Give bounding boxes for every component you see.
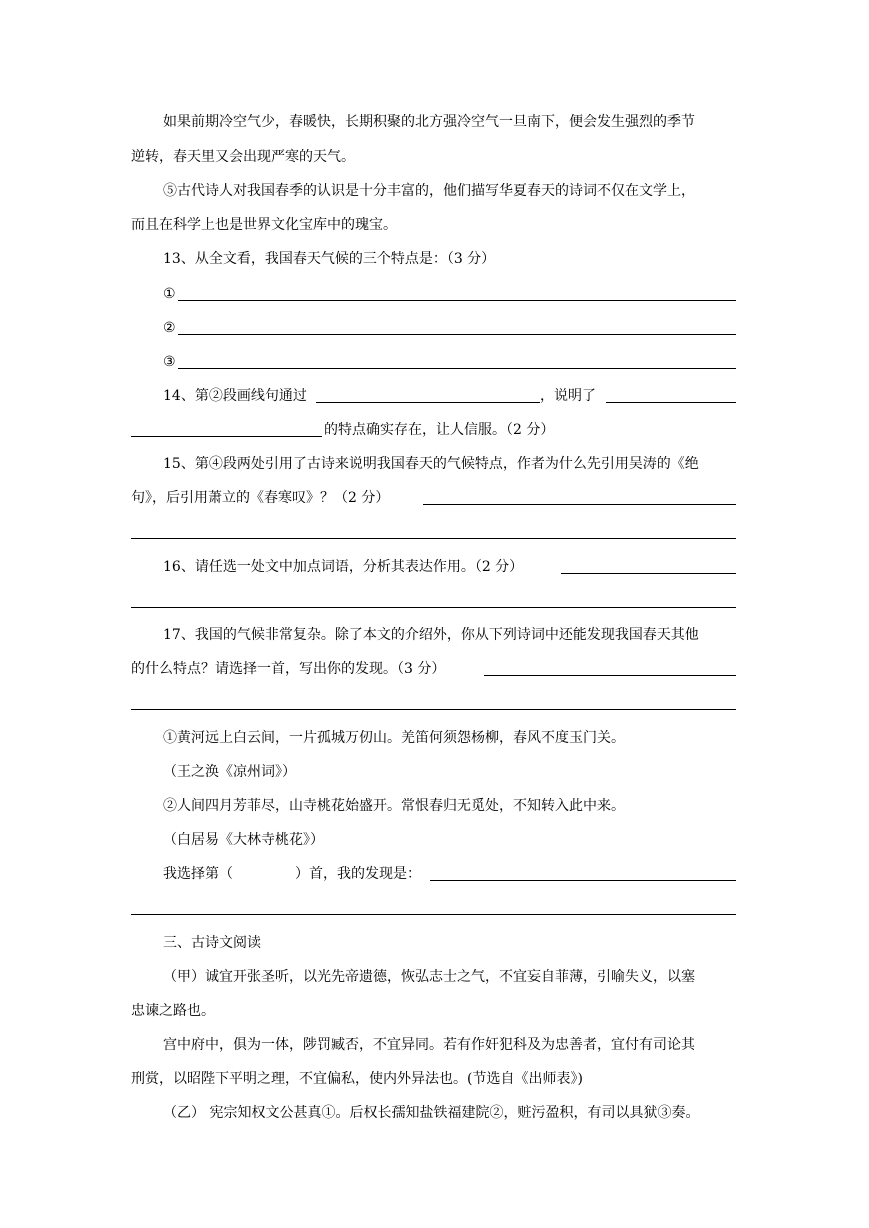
q13-answer-1[interactable] (178, 300, 736, 301)
q15-answer-2[interactable] (131, 538, 736, 539)
q17-line2: 的什么特点？请选择一首，写出你的发现。（3 分） (131, 661, 446, 677)
section3-yi-line1: （乙） 宪宗知权文公甚真①。后权长孺知盐铁福建院②，赃污盈积，有司以具狱③奏。 (163, 1105, 700, 1121)
q17-choice-label-a: 我选择第（ (163, 866, 233, 882)
q16-answer-1[interactable] (561, 573, 736, 574)
passage-p1-line1: 如果前期冷空气少，春暖快，长期积聚的北方强冷空气一旦南下，便会发生强烈的季节 (163, 114, 695, 130)
q14-answer-feature-a[interactable] (606, 402, 736, 403)
q17-answer-1[interactable] (484, 675, 736, 676)
section3-jia2-line1: 宫中府中，俱为一体，陟罚臧否，不宜异同。若有作奸犯科及为忠善者，宜付有司论其 (163, 1037, 695, 1053)
q17-poem1: ①黄河远上白云间，一片孤城万仞山。羌笛何须怨杨柳，春风不度玉门关。 (163, 730, 625, 746)
q13-mark-3: ③ (163, 354, 176, 370)
q13-mark-1: ① (163, 286, 176, 302)
q17-choice-label-b: ）首，我的发现是： (295, 866, 421, 882)
q14-answer-feature-b[interactable] (131, 436, 322, 437)
q17-poem2: ②人间四月芳菲尽，山寺桃花始盛开。常恨春归无觅处，不知转入此中来。 (163, 798, 625, 814)
q16-answer-2[interactable] (131, 607, 736, 608)
q17-poem2-source: （白居易《大林寺桃花》） (163, 832, 324, 848)
passage-p2-line1: ⑤古代诗人对我国春季的认识是十分丰富的，他们描写华夏春天的诗词不仅在文学上， (163, 183, 695, 199)
passage-p2-line2: 而且在科学上也是世界文化宝库中的瑰宝。 (131, 217, 397, 233)
q14-part3: 的特点确实存在，让人信服。（2 分） (324, 422, 555, 438)
q17-discovery-answer-2[interactable] (131, 914, 736, 915)
q13-mark-2: ② (163, 320, 176, 336)
q17-answer-2[interactable] (131, 709, 736, 710)
q13-stem: 13、从全文看，我国春天气候的三个特点是：（3 分） (163, 251, 496, 267)
q17-discovery-answer-1[interactable] (430, 880, 736, 881)
q14-part1: 14、第②段画线句通过 (163, 388, 307, 404)
q14-part2: ，说明了 (540, 388, 596, 404)
q16-stem: 16、请任选一处文中加点词语，分析其表达作用。（2 分） (163, 559, 524, 575)
q17-poem1-source: （王之涣《凉州词》） (163, 764, 296, 780)
section3-jia-line2: 忠谏之路也。 (131, 1003, 215, 1019)
q15-answer-1[interactable] (423, 504, 736, 505)
q15-line2: 句》，后引用萧立的《春寒叹》？（2 分） (131, 490, 390, 506)
q17-line1: 17、我国的气候非常复杂。除了本文的介绍外，你从下列诗词中还能发现我国春天其他 (163, 627, 699, 643)
q14-answer-method[interactable] (316, 402, 540, 403)
passage-p1-line2: 逆转，春天里又会出现严寒的天气。 (131, 149, 355, 165)
q13-answer-3[interactable] (178, 368, 736, 369)
section3-jia-line1: （甲）诚宜开张圣听，以光先帝遗德，恢弘志士之气，不宜妄自菲薄，引喻失义，以塞 (163, 969, 695, 985)
section3-jia2-line2: 刑赏，以昭陛下平明之理，不宜偏私，使内外异法也。(节选自《出师表》) (131, 1071, 583, 1087)
q15-line1: 15、第④段两处引用了古诗来说明我国春天的气候特点，作者为什么先引用吴涛的《绝 (163, 456, 699, 472)
q13-answer-2[interactable] (178, 334, 736, 335)
section3-title: 三、古诗文阅读 (163, 935, 261, 951)
